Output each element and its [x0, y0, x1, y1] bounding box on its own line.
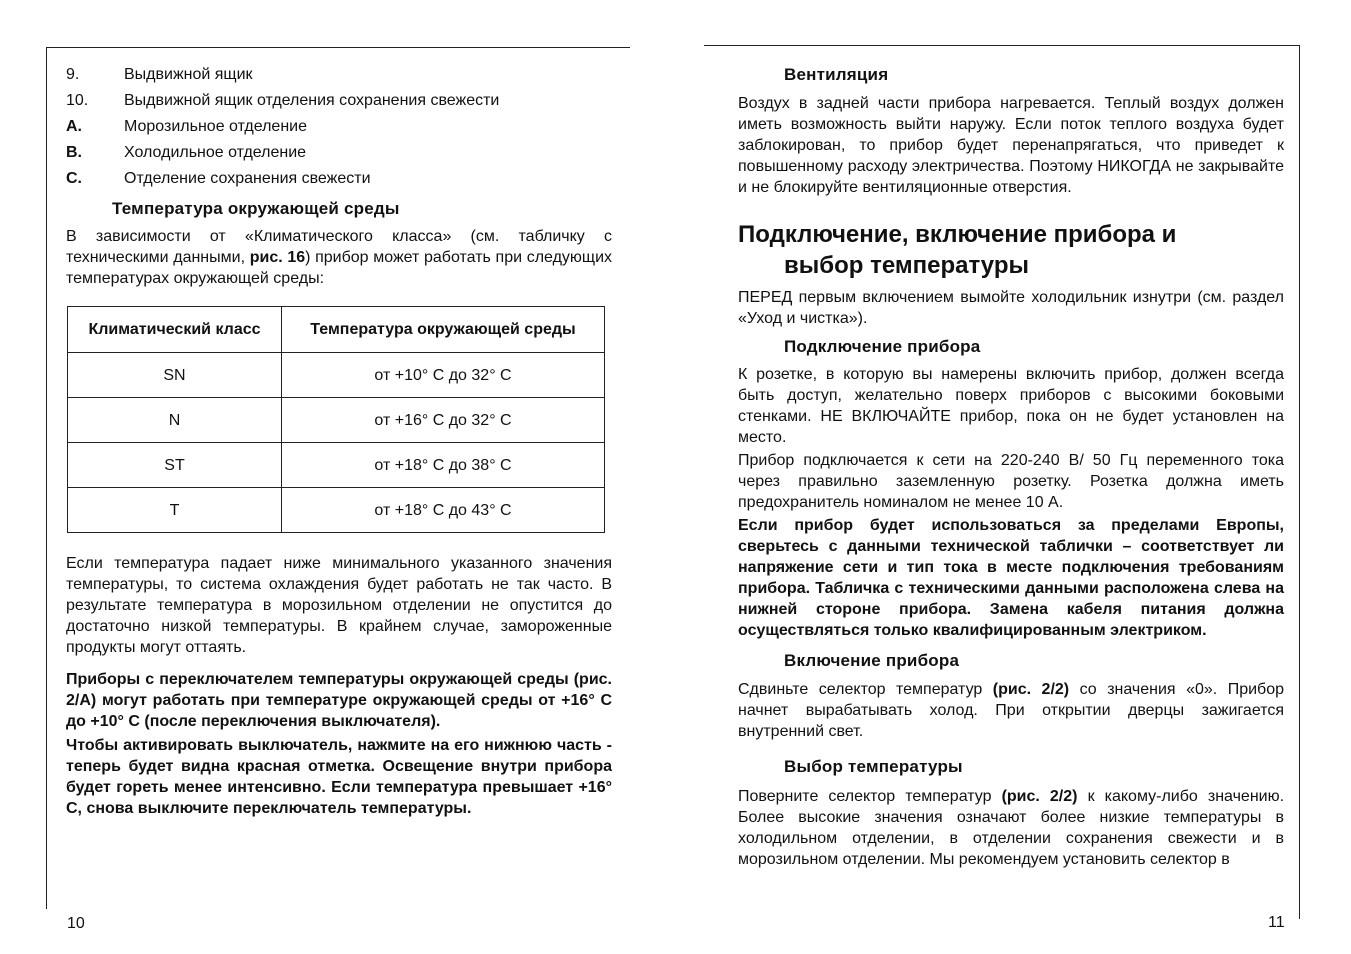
left-page-side-rule: [46, 47, 47, 909]
table-header-temperature: Температура окружающей среды: [282, 307, 605, 353]
heading-ambient-temperature: Температура окружающей среды: [112, 199, 400, 218]
ambient-switch-paragraph: Приборы с переключателем температуры окружающей среды (рис. 2/A) могут работать при температуре окружающей среды от +16° C до +10° C (после переключения выключателя).: [66, 671, 612, 730]
list-item-number: A.: [66, 118, 82, 135]
left-page: [66, 60, 612, 819]
list-item-text: Выдвижной ящик отделения сохранения свежести: [124, 92, 500, 109]
list-item: [66, 166, 612, 192]
table-cell-temperature: от +18° C до 38° C: [282, 443, 605, 488]
table-cell-temperature: от +10° C до 32° C: [282, 353, 605, 398]
left-page-top-rule: [46, 47, 630, 48]
table-header-row: [68, 307, 605, 353]
switch-on-figure-reference: (рис. 2/2): [992, 681, 1070, 698]
connection-paragraph-1: К розетке, в которую вы намерены включить прибор, должен всегда быть доступ, желательно поверх приборов с высокими боковыми стенками. НЕ ВКЛЮЧАЙТЕ прибор, пока он не будет установлен на место.: [738, 366, 1284, 446]
table-header-class: Климатический класс: [68, 307, 282, 353]
table-cell-class: T: [68, 488, 282, 533]
left-page-number: 10: [67, 915, 85, 932]
list-item-text: Выдвижной ящик: [124, 66, 253, 83]
right-page-side-rule: [1299, 45, 1300, 919]
heading-temperature-selection: Выбор температуры: [784, 757, 963, 776]
section-title: [738, 219, 1284, 281]
list-item-number: B.: [66, 144, 82, 161]
list-item-text: Отделение сохранения свежести: [124, 170, 371, 187]
table-row: [68, 488, 605, 533]
list-item: [66, 88, 612, 114]
right-page-number: 11: [1268, 914, 1285, 931]
heading-connection: Подключение прибора: [784, 337, 981, 356]
before-first-use-paragraph: ПЕРЕД первым включением вымойте холодильник изнутри (см. раздел «Уход и чистка»).: [738, 289, 1284, 327]
table-cell-temperature: от +16° C до 32° C: [282, 398, 605, 443]
right-page-top-rule: [704, 45, 1300, 46]
temperature-selection-paragraph: [738, 786, 1284, 870]
selection-figure-reference: (рис. 2/2): [1001, 788, 1078, 805]
selection-text-1: Поверните селектор температур: [738, 788, 992, 805]
list-item-number: 10.: [66, 92, 89, 109]
section-title-line-2: выбор температуры: [784, 252, 1029, 279]
connection-warning-paragraph: Если прибор будет использоваться за пределами Европы, сверьтесь с данными технической таблички – соответствует ли напряжение сети и тип тока в месте подключения требованиям прибора. Табличка с техническими данными расположена слева на нижней стороне прибора. Замена кабеля питания должна осуществляться только квалифицированным электриком.: [738, 517, 1284, 639]
section-title-line-1: Подключение, включение прибора и: [738, 221, 1177, 248]
ventilation-paragraph: Воздух в задней части прибора нагревается. Теплый воздух должен иметь возможность выйти наружу. Если поток теплого воздуха будет заблокирован, то прибор будет перенапрягаться, что приведет к повышенному расходу электричества. Поэтому НИКОГДА не закрывайте и не блокируйте вентиляционные отверстия.: [738, 95, 1284, 196]
table-cell-class: ST: [68, 443, 282, 488]
intro-text-part-2: ) прибор может работать при следующих температурах окружающей среды:: [66, 249, 613, 287]
intro-figure-reference: рис. 16: [249, 249, 306, 266]
switch-on-text-2: со значения «0». Прибор начнет вырабатывать холод. При открытии дверцы зажигается внутренний свет.: [738, 681, 1284, 740]
list-item: [66, 140, 612, 166]
switch-on-text-1: Сдвиньте селектор температур: [738, 681, 983, 698]
table-cell-class: SN: [68, 353, 282, 398]
table-row: [68, 443, 605, 488]
list-item: [66, 62, 612, 88]
ambient-intro-paragraph: [66, 226, 612, 289]
list-item-number: 9.: [66, 66, 80, 83]
heading-ventilation: Вентиляция: [784, 65, 889, 84]
heading-switch-on: Включение прибора: [784, 651, 960, 670]
list-item-number: C.: [66, 170, 82, 187]
intro-text-part-1: В зависимости от «Климатического класса» (см. табличку с техническими данными,: [66, 228, 612, 266]
selection-text-2: к какому-либо значению. Более высокие значения означают более низкие температуры в холодильном отделении, в отделении сохранения свежести и в морозильном отделении. Мы рекомендуем установить селектор в: [738, 788, 1285, 868]
list-item: [66, 114, 612, 140]
low-temperature-paragraph: Если температура падает ниже минимального указанного значения температуры, то система охлаждения будет работать не так часто. В результате температура в морозильном отделении не опустится до достаточно низкой температуры. В крайнем случае, замороженные продукты могут оттаять.: [66, 555, 612, 656]
list-item-text: Морозильное отделение: [124, 118, 307, 135]
table-row: [68, 398, 605, 443]
right-page: [738, 63, 1284, 870]
table-cell-class: N: [68, 398, 282, 443]
switch-activation-paragraph: Чтобы активировать выключатель, нажмите на его нижнюю часть - теперь будет видна красная отметка. Освещение внутри прибора будет гореть менее интенсивно. Если температура превышает +16° C, снова выключите переключатель температуры.: [66, 737, 612, 817]
list-item-text: Холодильное отделение: [124, 144, 307, 161]
parts-list: [66, 62, 612, 192]
switch-on-paragraph: [738, 679, 1284, 742]
table-row: [68, 353, 605, 398]
connection-paragraph-2: Прибор подключается к сети на 220-240 В/ 50 Гц переменного тока через правильно заземленную розетку. Розетка должна иметь предохранитель номиналом не менее 10 А.: [738, 452, 1284, 511]
table-cell-temperature: от +18° C до 43° C: [282, 488, 605, 533]
climate-class-table: [67, 306, 605, 533]
